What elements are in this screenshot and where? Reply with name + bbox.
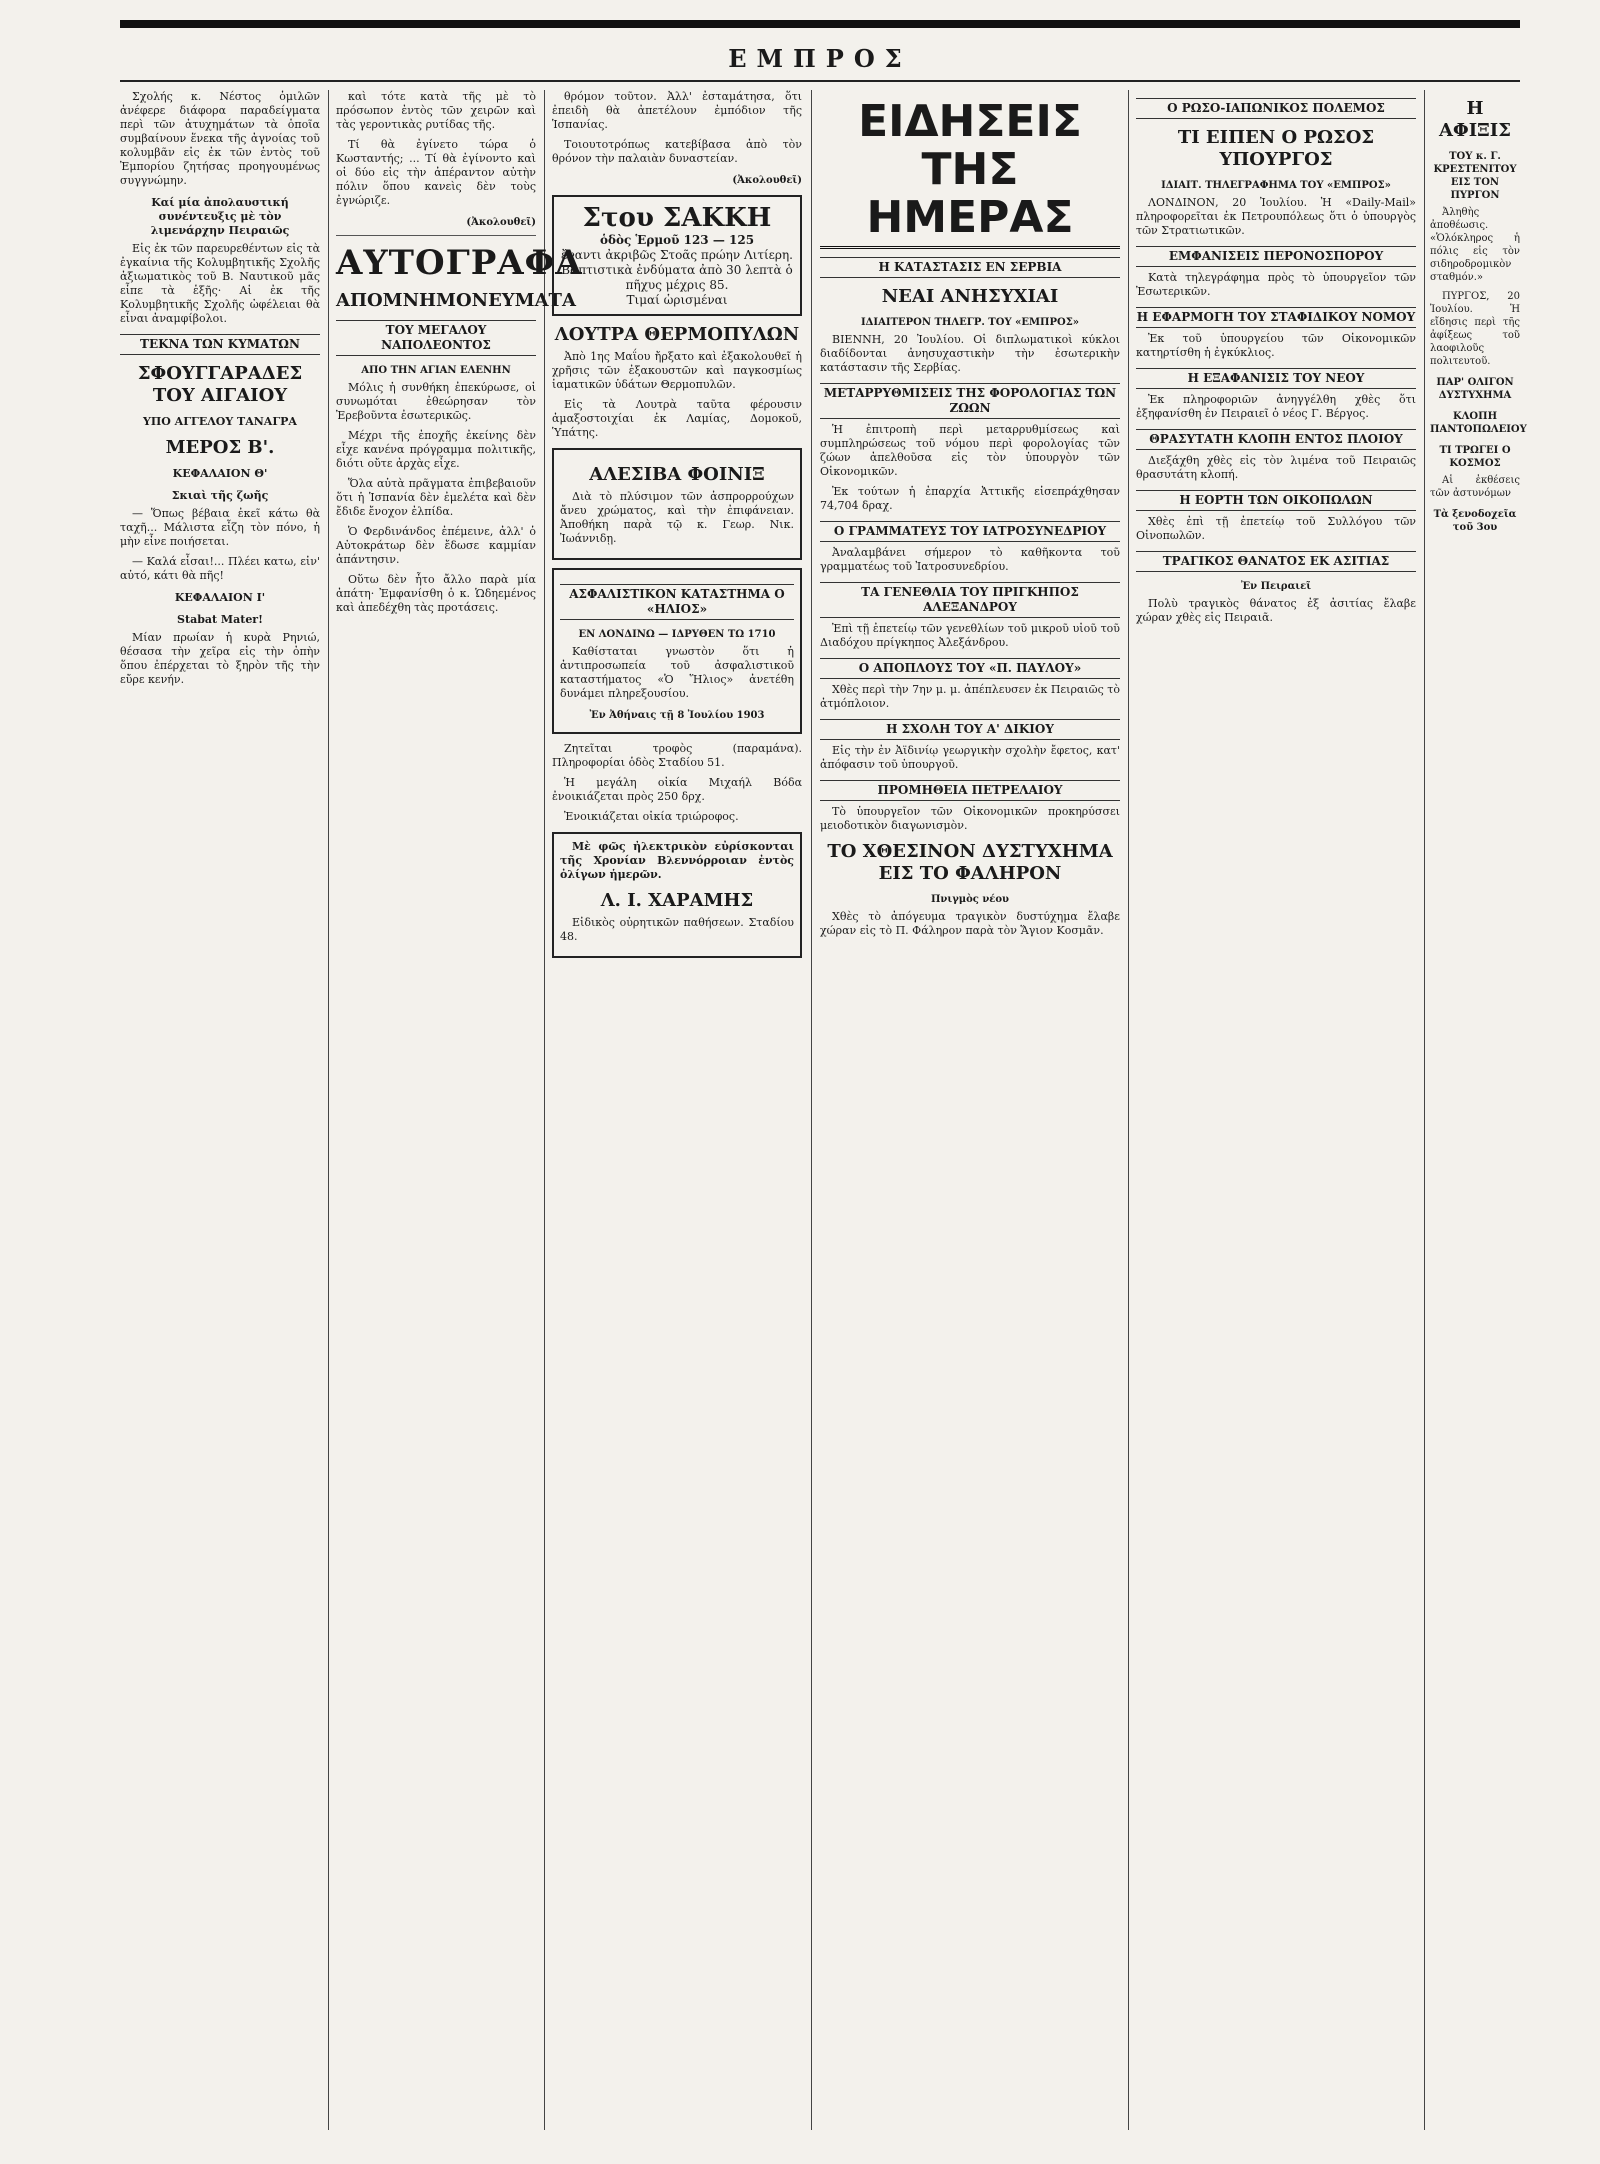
article-text: Ἐκ τούτων ἡ ἐπαρχία Ἀττικῆς εἰσεπράχθησαν 74,704 δραχ. bbox=[820, 485, 1120, 512]
classified-text: Ζητεῖται τροφὸς (παραμάνα). Πληροφορίαι ὁδὸς Σταδίου 51. bbox=[552, 742, 802, 769]
ad-date: Ἐν Ἀθήναις τῇ 8 Ἰουλίου 1903 bbox=[589, 710, 765, 721]
article-text: Τοιουτοτρόπως κατεβίβασα ἀπὸ τὸν θρόνον τὴν παλαιὰν δυναστείαν. bbox=[552, 138, 802, 165]
article-heading: ΛΟΥΤΡΑ ΘΕΡΜΟΠΥΛΩΝ bbox=[554, 324, 800, 345]
column-divider bbox=[544, 90, 545, 2130]
article-subheading: Πνιγμὸς νέου bbox=[930, 894, 1009, 905]
article-subheading: ΤΟΥ κ. Γ. ΚΡΕΣΤΕΝΙΤΟΥ ΕΙΣ ΤΟΝ ΠΥΡΓΟΝ bbox=[1433, 151, 1517, 201]
article-heading: Τὰ ξενοδοχεῖα τοῦ 3ου bbox=[1433, 509, 1517, 533]
chapter-title: ΚΕΦΑΛΑΙΟΝ Ι' bbox=[174, 591, 266, 604]
article-heading: ΑΥΤΟΓΡΑΦΑ bbox=[336, 243, 583, 283]
article-heading: ΠΑΡ' ΟΛΙΓΟΝ ΔΥΣΤΥΧΗΜΑ bbox=[1436, 377, 1514, 401]
article-heading: ΚΛΟΠΗ ΠΑΝΤΟΠΩΛΕΙΟΥ bbox=[1430, 411, 1527, 435]
column-divider bbox=[1128, 90, 1129, 2130]
article-heading: ΤΟ ΧΘΕΣΙΝΟΝ ΔΥΣΤΥΧΗΜΑ ΕΙΣ ΤΟ ΦΑΛΗΡΟΝ bbox=[827, 841, 1113, 884]
article-heading: ΤΙ ΤΡΩΓΕΙ Ο ΚΟΣΜΟΣ bbox=[1439, 445, 1511, 469]
article-text: Ἀναλαμβάνει σήμερον τὸ καθῆκοντα τοῦ γραμματέως τοῦ Ἰατροσυνεδρίου. bbox=[820, 546, 1120, 573]
article-heading: ΤΡΑΓΙΚΟΣ ΘΑΝΑΤΟΣ ΕΚ ΑΣΙΤΙΑΣ bbox=[1136, 551, 1416, 572]
article-heading: Ο ΓΡΑΜΜΑΤΕΥΣ ΤΟΥ ΙΑΤΡΟΣΥΝΕΔΡΙΟΥ bbox=[820, 521, 1120, 542]
ad-title: Στου ΣΑΚΚΗ bbox=[582, 203, 772, 233]
article-text: Ἐκ πληροφοριῶν ἀνηγγέλθη χθὲς ὅτι ἐξηφανίσθη ἐν Πειραιεῖ ὁ νέος Γ. Βέργος. bbox=[1136, 393, 1416, 420]
ad-text: ἔναντι ἀκριβῶς Στοᾶς πρώην Λιτίερη. Βαπτιστικὰ ἐνδύματα ἀπὸ 30 λεπτὰ ὁ πῆχυς μέχρις 85. bbox=[561, 248, 793, 292]
section-masthead: ΕΙΔΗΣΕΙΣ ΤΗΣ ΗΜΕΡΑΣ bbox=[820, 98, 1120, 249]
article-text: Κατὰ τηλεγράφημα πρὸς τὸ ὑπουργεῖον τῶν Ἐσωτερικῶν. bbox=[1136, 271, 1416, 298]
article-text: Χθὲς περὶ τὴν 7ην μ. μ. ἀπέπλευσεν ἐκ Πειραιῶς τὸ ἀτμόπλοιον. bbox=[820, 683, 1120, 710]
article-text: Εἰς ἐκ τῶν παρευρεθέντων εἰς τὰ ἐγκαίνια τῆς Κολυμβητικῆς Σχολῆς ἀξιωματικὸς τοῦ Β. Ναυτικοῦ μᾶς εἶπε τὰ ἑξῆς· Αἱ ἐκ τῆς Κολυμβητικῆς Σχολῆς ὠφέλειαι θὰ εἶναι ἀναμφίβολοι. bbox=[120, 242, 320, 325]
article-text: Εἰς τὰ Λουτρὰ ταῦτα φέρουσιν ἀμαξοστοιχίαι ἐκ Λαμίας, Δομοκοῦ, Ὑπάτης. bbox=[552, 398, 802, 439]
article-text: Χθὲς ἐπὶ τῇ ἐπετείῳ τοῦ Συλλόγου τῶν Οἰνοπωλῶν. bbox=[1136, 515, 1416, 542]
article-heading: ΝΕΑΙ ΑΝΗΣΥΧΙΑΙ bbox=[881, 286, 1059, 307]
article-subheading: ΑΠΟ ΤΗΝ ΑΓΙΑΝ ΕΛΕΝΗΝ bbox=[361, 365, 511, 376]
article-text: — Καλά εἶσαι!... Πλέει κατω, εἰν' αὐτό, κάτι θὰ πῆς! bbox=[120, 555, 320, 582]
ad-text: Εἰδικὸς οὐρητικῶν παθήσεων. Σταδίου 48. bbox=[560, 916, 794, 943]
chapter-subtitle: Σκιαὶ τῆς ζωῆς bbox=[171, 489, 269, 502]
article-heading: ΜΕΤΑΡΡΥΘΜΙΣΕΙΣ ΤΗΣ ΦΟΡΟΛΟΓΙΑΣ ΤΩΝ ΖΩΩΝ bbox=[820, 383, 1120, 419]
article-subheading: ΙΔΙΑΙΤΕΡΟΝ ΤΗΛΕΓΡ. ΤΟΥ «ΕΜΠΡΟΣ» bbox=[860, 317, 1080, 328]
article-heading: Η ΕΦΑΡΜΟΓΗ ΤΟΥ ΣΤΑΦΙΔΙΚΟΥ ΝΟΜΟΥ bbox=[1136, 307, 1416, 328]
column-5 bbox=[1136, 90, 1416, 2130]
article-text: Οὕτω δὲν ἦτο ἄλλο παρὰ μία ἀπάτη· Ἐμφανίσθη ὁ κ. Ὡδηεμένος καὶ ἀπεδέχθη τὰς προτάσεις. bbox=[336, 573, 536, 614]
ad-text: Μὲ φῶς ἠλεκτρικὸν εὐρίσκονται τῆς Χρονίαν Βλεννόρροιαν ἐντὸς ὀλίγων ἡμερῶν. bbox=[560, 840, 794, 881]
article-text: Μέχρι τῆς ἐποχῆς ἐκείνης δὲν εἶχε κανένα πρόγραμμα πολιτικῆς, διότι οὔτε ἀρχὰς εἶχε. bbox=[336, 429, 536, 470]
ad-text: Διὰ τὸ πλύσιμον τῶν ἀσπρορρούχων ἄνευ χρώματος, καὶ τὴν ἐπιφάνειαν. Ἀποθήκη παρὰ τῷ κ. Γεωρ. Νικ. Ἰωάννιδῃ. bbox=[560, 490, 794, 545]
ad-title: ΑΣΦΑΛΙΣΤΙΚΟΝ ΚΑΤΑΣΤΗΜΑ Ο «ΗΛΙΟΣ» bbox=[560, 584, 794, 620]
column-divider bbox=[811, 90, 812, 2130]
article-text: Διεξάχθη χθὲς εἰς τὸν λιμένα τοῦ Πειραιῶς θρασυτάτη κλοπή. bbox=[1136, 454, 1416, 481]
article-text: Τὸ ὑπουργεῖον τῶν Οἰκονομικῶν προκηρύσσει μειοδοτικὸν διαγωνισμὸν. bbox=[820, 805, 1120, 832]
article-text: Ἀληθὴς ἀποθέωσις. «Ὁλόκληρος ἡ πόλις εἰς τὸν σιδηροδρομικὸν σταθμόν.» bbox=[1430, 207, 1520, 283]
column-4 bbox=[820, 90, 1120, 2130]
article-heading: Ο ΑΠΟΠΛΟΥΣ ΤΟΥ «Π. ΠΑΥΛΟΥ» bbox=[820, 658, 1120, 679]
column-1 bbox=[120, 90, 320, 2130]
article-text: ΛΟΝΔΙΝΟΝ, 20 Ἰουλίου. Ἡ «Daily-Mail» πληροφορεῖται ἐκ Πετρουπόλεως ὅτι ὁ ὑπουργὸς τῶν Στρατιωτικῶν. bbox=[1136, 196, 1416, 237]
article-text: ΠΥΡΓΟΣ, 20 Ἰουλίου. Ἡ εἴδησις περὶ τῆς ἀφίξεως τοῦ λαοφιλοῦς πολιτευτοῦ. bbox=[1430, 291, 1520, 367]
classified-text: Ἐνοικιάζεται οἰκία τριώροφος. bbox=[564, 810, 739, 823]
article-text: Εἰς τὴν ἐν Ἀϊδινίῳ γεωργικὴν σχολὴν ἔφετος, κατ' ἀπόφασιν τοῦ ὑπουργοῦ. bbox=[820, 744, 1120, 771]
top-border bbox=[120, 20, 1520, 28]
ad-title: ΑΛΕΣΙΒΑ ΦΟΙΝΙΞ bbox=[589, 464, 765, 485]
article-text: Μόλις ἡ συνθήκη ἐπεκύρωσε, οἱ συνωμόται ἐθεώρησαν τὸν Ἐρεβοῦντα ἐσωτερικῶς. bbox=[336, 381, 536, 422]
advertisement bbox=[552, 448, 802, 560]
article-text: Ἐκ τοῦ ὑπουργείου τῶν Οἰκονομικῶν κατηρτίσθη ἡ ἐγκύκλιος. bbox=[1136, 332, 1416, 359]
section-heading: ΤΕΚΝΑ ΤΩΝ ΚΥΜΑΤΩΝ bbox=[120, 334, 320, 355]
article-heading: Ο ΡΩΣΟ-ΙΑΠΩΝΙΚΟΣ ΠΟΛΕΜΟΣ bbox=[1136, 98, 1416, 119]
article-subheading: ΤΟΥ ΜΕΓΑΛΟΥ ΝΑΠΟΛΕΟΝΤΟΣ bbox=[336, 320, 536, 356]
article-text: Τί θὰ ἐγίνετο τώρα ὁ Κωσταντής; ... Τί θὰ ἐγίνοντο καὶ οἱ δύο εἰς τὴν ἀπέραντον αὐτὴν πόλιν ὅπου κανεὶς δὲν τοὺς ἐγνώριζε. bbox=[336, 138, 536, 207]
article-text: Ἡ ἐπιτροπὴ περὶ μεταρρυθμίσεως καὶ συμπληρώσεως τοῦ νόμου περὶ φορολογίας τῶν ζώων ἀπελθοῦσα εἰς τὸν ὑπουργὸν τῶν Οἰκονομικῶν. bbox=[820, 423, 1120, 478]
article-heading: ΤΑ ΓΕΝΕΘΛΙΑ ΤΟΥ ΠΡΙΓΚΗΠΟΣ ΑΛΕΞΑΝΔΡΟΥ bbox=[820, 582, 1120, 618]
article-subheading: ΙΔΙΑΙΤ. ΤΗΛΕΓΡΑΦΗΜΑ ΤΟΥ «ΕΜΠΡΟΣ» bbox=[1161, 180, 1391, 191]
article-heading: Η ΕΞΑΦΑΝΙΣΙΣ ΤΟΥ ΝΕΟΥ bbox=[1136, 368, 1416, 389]
ad-address: ὁδὸς Ἑρμοῦ 123 — 125 bbox=[599, 233, 755, 247]
article-heading: ΕΜΦΑΝΙΣΕΙΣ ΠΕΡΟΝΟΣΠΟΡΟΥ bbox=[1136, 246, 1416, 267]
article-text: Ὁ Φερδινάνδος ἐπέμεινε, ἀλλ' ὁ Αὐτοκράτωρ δὲν ἔδωσε καμμίαν ἀπάντησιν. bbox=[336, 525, 536, 566]
article-text: ΒΙΕΝΝΗ, 20 Ἰουλίου. Οἱ διπλωματικοὶ κύκλοι διαδίδονται ἀνησυχαστικὴν τὴν ἐσωτερικὴν κατάστασιν τῆς Σερβίας. bbox=[820, 333, 1120, 374]
article-text: — Ὅπως βέβαια ἐκεῖ κάτω θὰ ταχῆ... Μάλιστα εἶζη τὸν πόνο, ἡ μὴν εἶνε ποιήσεται. bbox=[120, 507, 320, 548]
ad-subtitle: ΕΝ ΛΟΝΔΙΝΩ — ΙΔΡΥΘΕΝ ΤΩ 1710 bbox=[578, 629, 776, 640]
column-divider bbox=[1424, 90, 1425, 2130]
advertisement bbox=[552, 568, 802, 734]
article-subheading: Ἐν Πειραιεῖ bbox=[1240, 581, 1312, 592]
article-text: Αἱ ἐκθέσεις τῶν ἀστυνόμων bbox=[1430, 475, 1520, 499]
advertisement bbox=[552, 832, 802, 958]
article-heading: Η ΕΟΡΤΗ ΤΩΝ ΟΙΚΟΠΩΛΩΝ bbox=[1136, 490, 1416, 511]
article-text: θρόμον τοῦτον. Ἀλλ' ἐσταμάτησα, ὅτι ἐπειδὴ θὰ ἀπετέλουν ἐμπόδιον τῆς Ἱσπανίας. bbox=[552, 90, 802, 131]
continued-note: (Ἀκολουθεῖ) bbox=[732, 175, 802, 186]
column-2 bbox=[336, 90, 583, 2130]
column-divider bbox=[328, 90, 329, 2130]
classified-text: Ἡ μεγάλη οἰκία Μιχαήλ Βόδα ἐνοικιάζεται πρὸς 250 δρχ. bbox=[552, 776, 802, 803]
chapter-subtitle: Stabat Mater! bbox=[177, 613, 263, 626]
masthead-rule bbox=[120, 80, 1520, 82]
part-title: ΜΕΡΟΣ Β'. bbox=[165, 437, 275, 458]
continued-note: (Ἀκολουθεῖ) bbox=[466, 217, 536, 228]
article-text: Ἀπὸ 1ης Μαΐου ἤρξατο καὶ ἐξακολουθεῖ ἡ χρῆσις τῶν ἐξακουστῶν καὶ παγκοσμίως ἰαματικῶν ὑδάτων Θερμοπυλῶν. bbox=[552, 350, 802, 391]
article-text: καὶ τότε κατὰ τῆς μὲ τὸ πρόσωπον ἐντὸς τῶν χειρῶν καὶ τὰς γεροντικὰς ρυτίδας τῆς. bbox=[336, 90, 536, 131]
column-6 bbox=[1430, 90, 1527, 2130]
article-text: Σχολής κ. Νέστος ὁμιλῶν ἀνέφερε διάφορα παραδείγματα περὶ τῶν ἀτυχημάτων τὰ ὁποῖα συμβαίνουν ἕνεκα τῆς ἀγνοίας τοῦ κολυμβᾶν εἰς ἐκ τῶν ἐντὸς τοῦ Ἐμπορίου ζητήσας προηγουμένως συγγνώμην. bbox=[120, 90, 320, 187]
advertisement bbox=[552, 195, 802, 316]
masthead: ΕΜΠΡΟΣ bbox=[728, 44, 912, 73]
article-heading: Καί μία ἀπολαυστική συνέντευξις μὲ τὸν λιμενάρχην Πειραιῶς bbox=[150, 196, 290, 237]
column-3 bbox=[552, 90, 802, 2130]
ad-text: Καθίσταται γνωστὸν ὅτι ἡ ἀντιπροσωπεία τοῦ ἀσφαλιστικοῦ καταστήματος «Ὁ Ἥλιος» ἀνετέθη δυνάμει πληρεξουσίου. bbox=[560, 645, 794, 700]
article-text: Χθὲς τὸ ἀπόγευμα τραγικὸν δυστύχημα ἔλαβε χώραν εἰς τὸ Π. Φάληρον παρὰ τὸν Ἅγιον Κοσμᾶν. bbox=[820, 910, 1120, 937]
article-text: Ὅλα αὐτὰ πρᾶγματα ἐπιβεβαιοῦν ὅτι ἡ Ἱσπανία δὲν ἐμελέτα καὶ δὲν ἔδιδε ἔνοχον ἐλπίδα. bbox=[336, 477, 536, 518]
divider bbox=[336, 235, 536, 236]
byline: ΥΠΟ ΑΓΓΕΛΟΥ ΤΑΝΑΓΡΑ bbox=[143, 415, 297, 428]
serial-title: ΣΦΟΥΓΓΑΡΑΔΕΣ ΤΟΥ ΑΙΓΑΙΟΥ bbox=[137, 363, 303, 406]
article-heading: Η ΣΧΟΛΗ ΤΟΥ Α' ΔΙΚΙΟΥ bbox=[820, 719, 1120, 740]
article-text: Μίαν πρωίαν ἡ κυρὰ Ρηνιώ, θέσασα τὴν χεῖρα εἰς τὴν ὀπὴν ὅπου ἐπέρχεται τὸ ξηρὸν τῆς τὴν εὔρε κενήν. bbox=[120, 631, 320, 686]
ad-name: Λ. Ι. ΧΑΡΑΜΗΣ bbox=[600, 890, 754, 911]
article-heading: ΑΠΟΜΝΗΜΟΝΕΥΜΑΤΑ bbox=[336, 290, 576, 311]
chapter-title: ΚΕΦΑΛΑΙΟΝ Θ' bbox=[172, 467, 268, 480]
article-heading: Η ΑΦΙΞΙΣ bbox=[1439, 98, 1511, 141]
article-heading: ΤΙ ΕΙΠΕΝ Ο ΡΩΣΟΣ ΥΠΟΥΡΓΟΣ bbox=[1177, 127, 1375, 170]
ad-note: Τιμαί ὡρισμέναι bbox=[626, 293, 728, 307]
article-heading: ΠΡΟΜΗΘΕΙΑ ΠΕΤΡΕΛΑΙΟΥ bbox=[820, 780, 1120, 801]
article-heading: Η ΚΑΤΑΣΤΑΣΙΣ ΕΝ ΣΕΡΒΙΑ bbox=[820, 257, 1120, 278]
article-text: Ἐπὶ τῇ ἐπετείῳ τῶν γενεθλίων τοῦ μικροῦ υἱοῦ τοῦ Διαδόχου πρίγκηπος Ἀλεξάνδρου. bbox=[820, 622, 1120, 649]
article-text: Πολὺ τραγικὸς θάνατος ἐξ ἀσιτίας ἔλαβε χώραν χθὲς εἰς Πειραιᾶ. bbox=[1136, 597, 1416, 624]
article-heading: ΘΡΑΣΥΤΑΤΗ ΚΛΟΠΗ ΕΝΤΟΣ ΠΛΟΙΟΥ bbox=[1136, 429, 1416, 450]
